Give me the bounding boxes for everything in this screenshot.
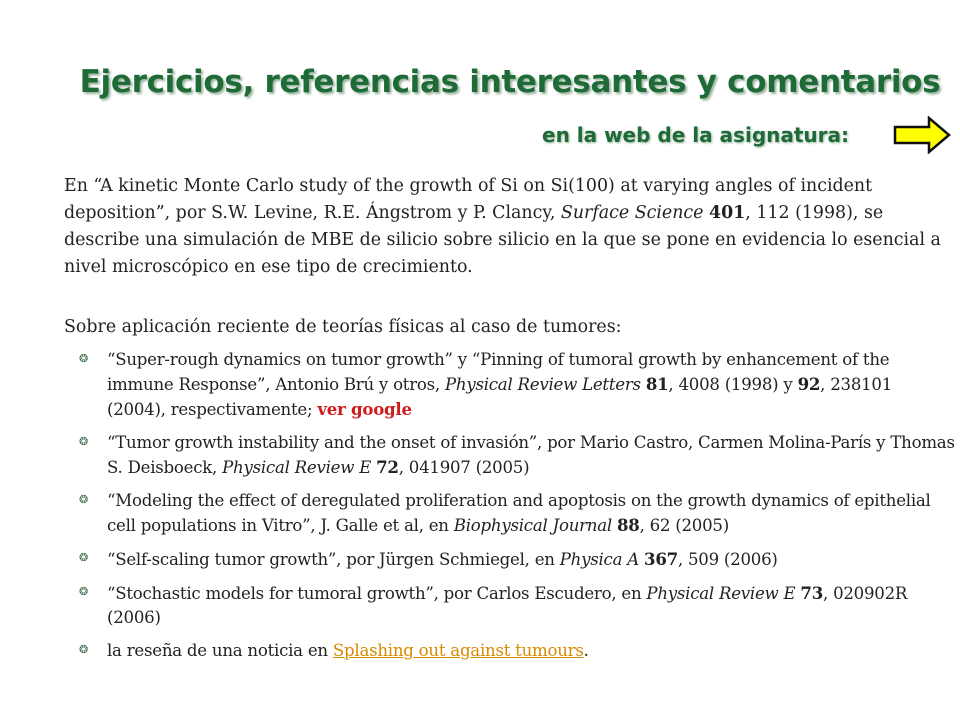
- intro-text-b: , 112 (1998), se describe una simulación de MBE de silicio sobre silicio en la que se pone en evidencia lo esencial a nivel microscópico en ese tipo de crecimiento.: [64, 203, 941, 277]
- splashing-out-link[interactable]: Splashing out against tumours: [332, 641, 584, 660]
- slide-title: Ejercicios, referencias interesantes y comentarios: [79, 64, 941, 100]
- list-item: [79, 348, 955, 422]
- bullet-icon: ❂: [79, 493, 88, 506]
- ref-text: , 509 (2006): [677, 550, 778, 569]
- ref-volume: 72: [376, 457, 399, 477]
- list-item: [79, 639, 955, 663]
- ref-text: , 62 (2005): [639, 516, 729, 535]
- ref-text: “Tumor growth instability and the onset of invasión”, por Mario Castro, Carmen Molina-París y Thomas S. Deisboeck,: [107, 433, 955, 477]
- bullet-icon: ❂: [79, 551, 88, 564]
- bullet-icon: ❂: [79, 643, 88, 656]
- arrow-shape: [895, 118, 949, 152]
- right-arrow-icon[interactable]: [893, 116, 951, 154]
- bullet-icon: ❂: [79, 352, 88, 365]
- intro-volume: 401: [708, 203, 746, 223]
- list-item: [79, 489, 955, 538]
- ref-journal: Physica A: [559, 550, 639, 569]
- ref-volume: 88: [616, 515, 640, 535]
- ref-text: , 041907 (2005): [398, 458, 530, 477]
- ref-text: “Modeling the effect of deregulated proliferation and apoptosis on the growth dynamics of epithelial cell populations in Vitro”, J. Galle et al, en: [107, 491, 931, 535]
- ref-volume: 73: [800, 583, 824, 603]
- ref-journal: Physical Review E: [646, 584, 796, 603]
- ref-volume: 81: [645, 374, 669, 394]
- ref-volume: 92: [797, 374, 821, 394]
- ref-text: , 4008 (1998) y: [668, 375, 798, 394]
- list-item: [79, 581, 955, 630]
- ref-journal: Biophysical Journal: [453, 516, 612, 535]
- bullet-icon: ❂: [79, 585, 88, 598]
- ref-text: “Self-scaling tumor growth”, por Jürgen Schmiegel, en: [107, 550, 560, 569]
- slide-subtitle: en la web de la asignatura:: [542, 123, 850, 147]
- ref-text: , 020902R (2006): [107, 584, 908, 627]
- ref-text: la reseña de una noticia en: [107, 641, 333, 660]
- ref-text: “Stochastic models for tumoral growth”, por Carlos Escudero, en: [107, 584, 647, 603]
- ref-text: .: [583, 641, 589, 660]
- list-item: [79, 547, 955, 572]
- bullet-icon: ❂: [79, 435, 88, 448]
- intro-text-a: En “A kinetic Monte Carlo study of the growth of Si on Si(100) at varying angles of incident deposition”, por S.W. Levine, R.E. Ángstrom y P. Clancy,: [64, 176, 873, 223]
- intro-journal: Surface Science: [560, 203, 704, 223]
- ref-journal: Physical Review Letters: [444, 375, 641, 394]
- ref-journal: Physical Review E: [222, 458, 372, 477]
- list-item: [79, 431, 955, 480]
- ref-text: , 238101 (2004), respectivamente;: [107, 375, 893, 419]
- tumor-intro: Sobre aplicación reciente de teorías físicas al caso de tumores:: [64, 317, 622, 337]
- reference-list: [79, 348, 955, 672]
- ref-volume: 367: [644, 549, 678, 569]
- ref-text: “Super-rough dynamics on tumor growth” y “Pinning of tumoral growth by enhancement of the immune Response”, Antonio Brú y otros,: [107, 350, 890, 394]
- ver-google-link[interactable]: ver google: [317, 399, 412, 419]
- intro-paragraph: [64, 173, 956, 281]
